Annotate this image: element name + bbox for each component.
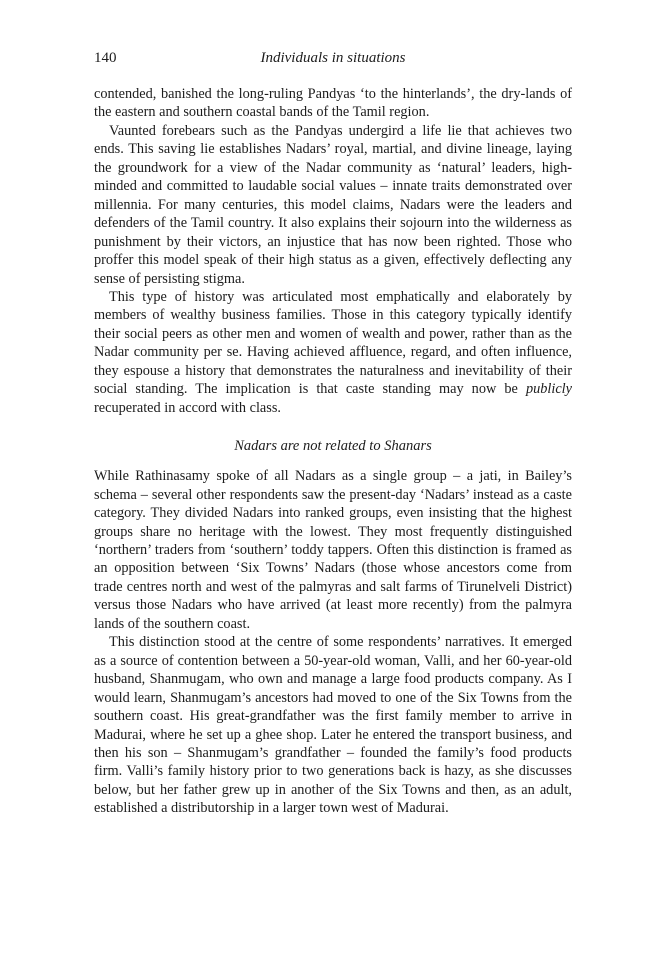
paragraph-wealthy-families <box>94 288 572 417</box>
section-heading: Nadars are not related to Shanars <box>234 438 432 455</box>
paragraph-valli-shanmugam: This distinction stood at the centre of some respondents’ narratives. It emerged as a source of contention between a 50-year-old woman, Valli, and her 60-year-old husband, Shanmugam, who own and manage a large food products company. As I would learn, Shanmugam’s ancestors had moved to one of the Six Towns from the southern coast. His great-grandfather was the first family member to arrive in Madurai, where he set up a ghee shop. Later he entered the transport business, and then his son – Shanmugam’s grandfather – founded the family’s food products firm. Valli’s family history prior to two generations back is hazy, as she discusses below, but her father grew up in another of the Six Towns and then, as an adult, established a distributorship in a larger town west of Madurai. <box>94 634 572 817</box>
page-body <box>94 85 572 818</box>
page-header <box>94 50 572 70</box>
paragraph-vaunted-forebears: Vaunted forebears such as the Pandyas undergird a life lie that achieves two ends. This saving lie establishes Nadars’ royal, martial, and divine lineage, laying the groundwork for a view of the Nadar community as ‘natural’ leaders, high-minded and committed to laudable social values – innate traits demonstrated over millennia. For many centuries, this model claims, Nadars were the leaders and defenders of the Tamil country. It also explains their sojourn into the wilderness as punishment by their victors, an injustice that has now been righted. Those who proffer this model speak of their high status as a given, effectively deflecting any sense of persisting stigma. <box>94 122 572 287</box>
paragraph-rathinasamy: While Rathinasamy spoke of all Nadars as a single group – a jati, in Bailey’s schema – several other respondents saw the present-day ‘Nadars’ instead as a caste category. They divided Nadars into ranked groups, even insisting that the highest groups share no heritage with the lowest. They most frequently distinguished ‘northern’ traders from ‘southern’ toddy tappers. Often this distinction is framed as an opposition between ‘Six Towns’ Nadars (those whose ancestors come from trade centres north and west of the palmyras and salt farms of Tirunelveli District) versus those Nadars who have arrived (at least more recently) from the palmyra lands of the southern coast. <box>94 468 572 632</box>
paragraph-continuation: contended, banished the long-ruling Pandyas ‘to the hinterlands’, the dry-lands of the eastern and southern coastal bands of the Tamil region. <box>94 86 572 121</box>
paragraph-wealthy-text-after: recuperated in accord with class. <box>94 399 281 416</box>
running-head: Individuals in situations <box>260 50 406 66</box>
emphasis-publicly: publicly <box>525 381 572 398</box>
paragraph-wealthy-text-before: This type of history was articulated most emphatically and elaborately by members of wealthy business families. Those in this category typically identify their social peers as other men and women of wealth and power, rather than as the Nadar community per se. Having achieved affluence, regard, and often influence, they espouse a history that demonstrates the naturalness and inevitability of their social standing. The implication is that caste standing may now be <box>94 288 572 398</box>
page-number: 140 <box>94 50 117 66</box>
